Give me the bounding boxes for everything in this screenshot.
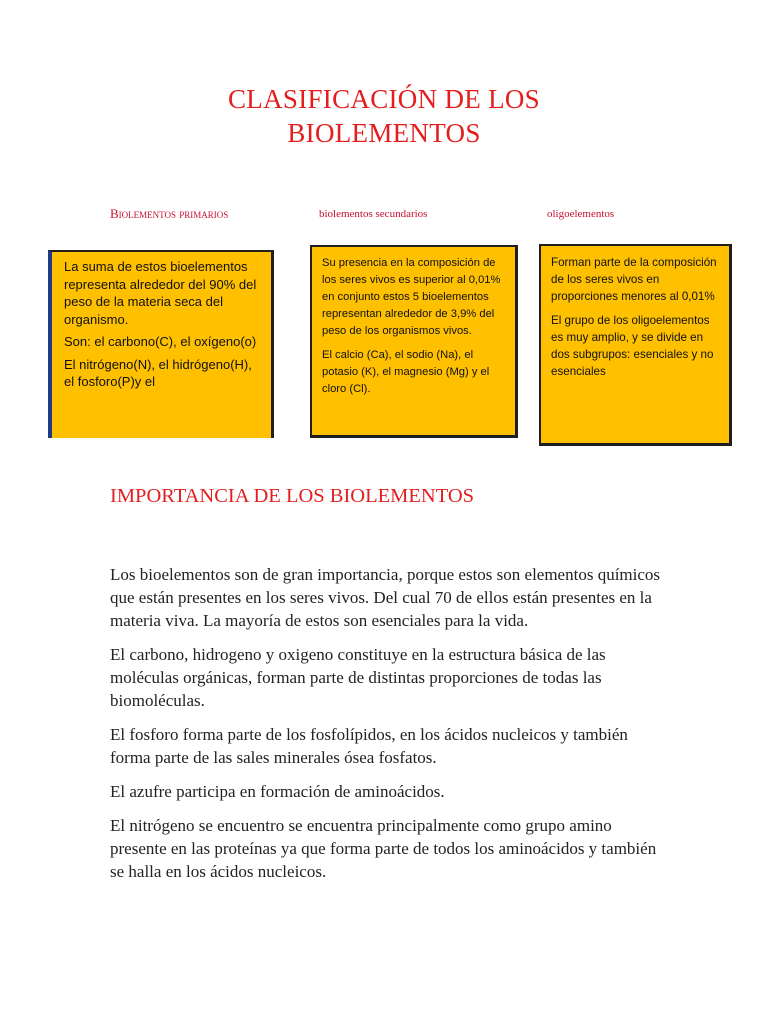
box-paragraph: El grupo de los oligoelementos es muy amplio, y se divide en dos subgrupos: esenciales y no esenciales <box>551 314 714 378</box>
body-paragraph: El azufre participa en formación de aminoácidos. <box>110 782 445 801</box>
column-heading-oligo: oligoelementos <box>547 208 615 220</box>
page-title-line-1: CLASIFICACIÓN DE LOS <box>227 84 541 114</box>
box-paragraph: La suma de estos bioelementos representa alrededor del 90% del peso de la materia seca del organismo. <box>64 259 257 327</box>
importance-body <box>110 563 670 894</box>
box-paragraph: Su presencia en la composición de los seres vivos es superior al 0,01% en conjunto estos 5 bioelementos representan alrededor de 3,9% del peso de los organismos vivos. <box>322 257 501 337</box>
box-paragraph: Son: el carbono(C), el oxígeno(o) <box>64 334 257 349</box>
box-paragraph: El calcio (Ca), el sodio (Na), el potasio (K), el magnesio (Mg) y el cloro (Cl). <box>322 349 490 395</box>
page-title-line-2: BIOLEMENTOS <box>287 118 481 148</box>
column-heading-secondary: biolementos secundarios <box>319 208 428 220</box>
body-paragraph: El fosforo forma parte de los fosfolípidos, en los ácidos nucleicos y también forma parte de las sales minerales ósea fosfatos. <box>110 725 628 767</box>
body-paragraph: El nitrógeno se encuentro se encuentra principalmente como grupo amino presente en las proteínas ya que forma parte de todos los aminoácidos y también se halla en los ácidos nucleicos. <box>110 816 657 881</box>
body-paragraph: Los bioelementos son de gran importancia, porque estos son elementos químicos que están presentes en los seres vivos. Del cual 70 de ellos están presentes en la materia viva. La mayoría de estos son esenciales para la vida. <box>110 565 661 630</box>
page-title <box>0 82 768 150</box>
oligoelements-box <box>539 244 732 446</box>
importance-heading: IMPORTANCIA DE LOS BIOLEMENTOS <box>110 485 475 507</box>
column-heading-primary: Biolementos primarios <box>110 206 229 221</box>
body-paragraph: El carbono, hidrogeno y oxigeno constituye en la estructura básica de las moléculas orgánicas, forman parte de distintas proporciones de todas las biomoléculas. <box>110 645 606 710</box>
primary-elements-box <box>48 250 274 438</box>
box-paragraph: Forman parte de la composición de los seres vivos en proporciones menores al 0,01% <box>551 256 717 303</box>
secondary-elements-box <box>310 245 518 438</box>
box-paragraph: El nitrógeno(N), el hidrógeno(H), el fosforo(P)y el <box>64 356 252 389</box>
